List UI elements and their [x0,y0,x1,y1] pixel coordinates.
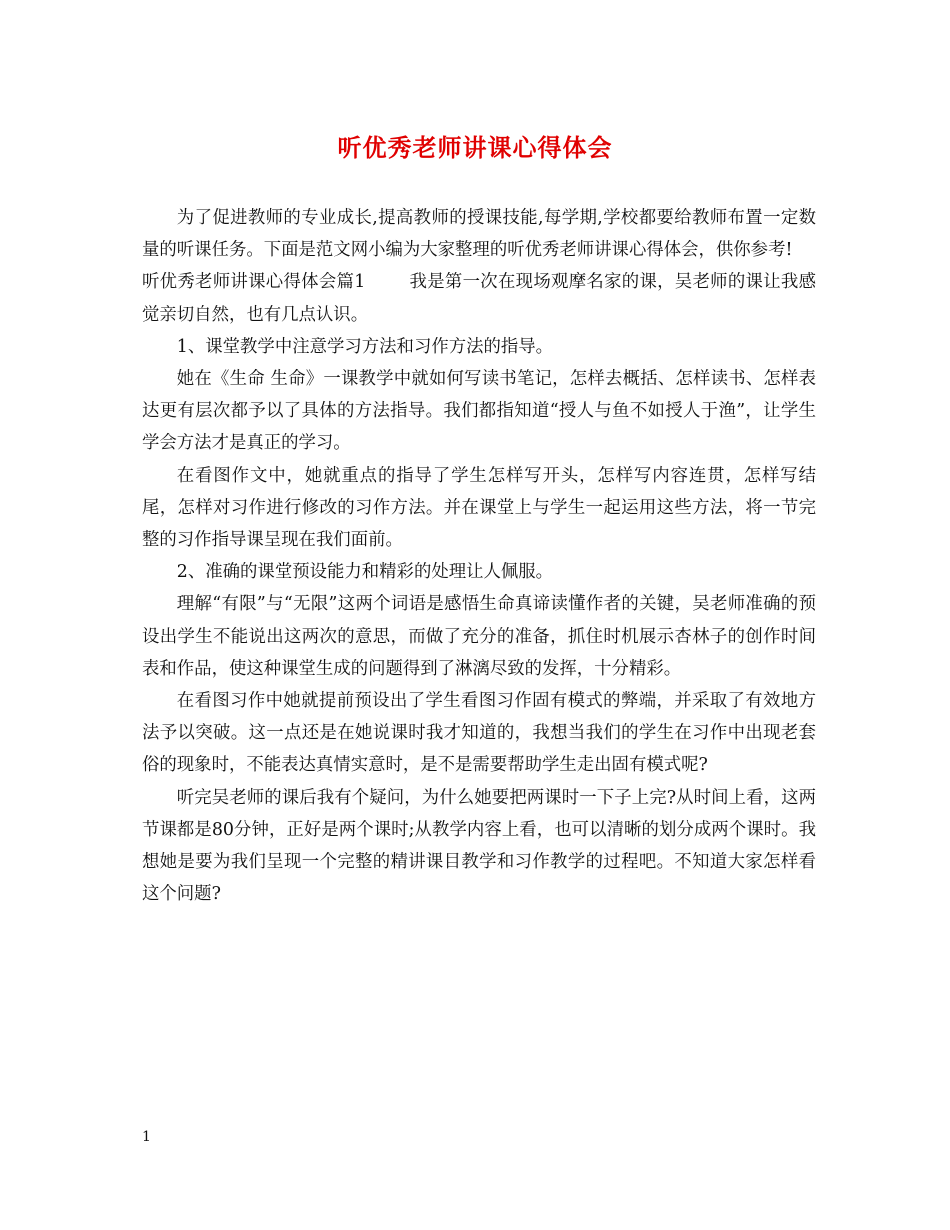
point-2: 2、准确的课堂预设能力和精彩的处理让人佩服。 [176,562,554,583]
page-number: 1 [142,1129,151,1145]
section-heading: 听优秀老师讲课心得体会篇1 [142,272,366,293]
paragraph-3: 理解“有限”与“无限”这两个词语是感悟生命真谛读懂作者的关键，吴老师准确的预设出学生不能说出这两次的意思，而做了充分的准备，抓住时机展示杏林子的创作时间表和作品，使这种课堂生成的问题得到了淋漓尽致的发挥，十分精彩。 [142,594,816,679]
intro-paragraph: 为了促进教师的专业成长,提高教师的授课技能,每学期,学校都要给教师布置一定数量的听课任务。下面是范文网小编为大家整理的听优秀老师讲课心得体会，供你参考! [142,208,816,261]
section-first-paragraph [142,266,816,330]
section-first-text: 我是第一次在现场观摩名家的课，吴老师的课让我感觉亲切自然，也有几点认识。 [142,272,816,325]
paragraph-1: 她在《生命 生命》一课教学中就如何写读书笔记，怎样去概括、怎样读书、怎样表达更有层次都予以了具体的方法指导。我们都指知道“授人与鱼不如授人于渔”，让学生学会方法才是真正的学习。 [142,369,816,454]
page-title: 听优秀老师讲课心得体会 [337,133,613,162]
paragraph-5: 听完吴老师的课后我有个疑问，为什么她要把两课时一下子上完?从时间上看，这两节课都是80分钟，正好是两个课时;从教学内容上看，也可以清晰的划分成两个课时。我想她是要为我们呈现一个完整的精讲课目教学和习作教学的过程吧。不知道大家怎样看这个问题? [142,787,816,905]
document-body [142,202,816,910]
paragraph-2: 在看图作文中，她就重点的指导了学生怎样写开头，怎样写内容连贯，怎样写结尾，怎样对习作进行修改的习作方法。并在课堂上与学生一起运用这些方法，将一节完整的习作指导课呈现在我们面前。 [142,465,816,551]
paragraph-4: 在看图习作中她就提前预设出了学生看图习作固有模式的弊端，并采取了有效地方法予以突破。这一点还是在她说课时我才知道的，我想当我们的学生在习作中出现老套俗的现象时，不能表达真情实意时，是不是需要帮助学生走出固有模式呢? [142,691,816,776]
point-1: 1、课堂教学中注意学习方法和习作方法的指导。 [176,336,554,357]
